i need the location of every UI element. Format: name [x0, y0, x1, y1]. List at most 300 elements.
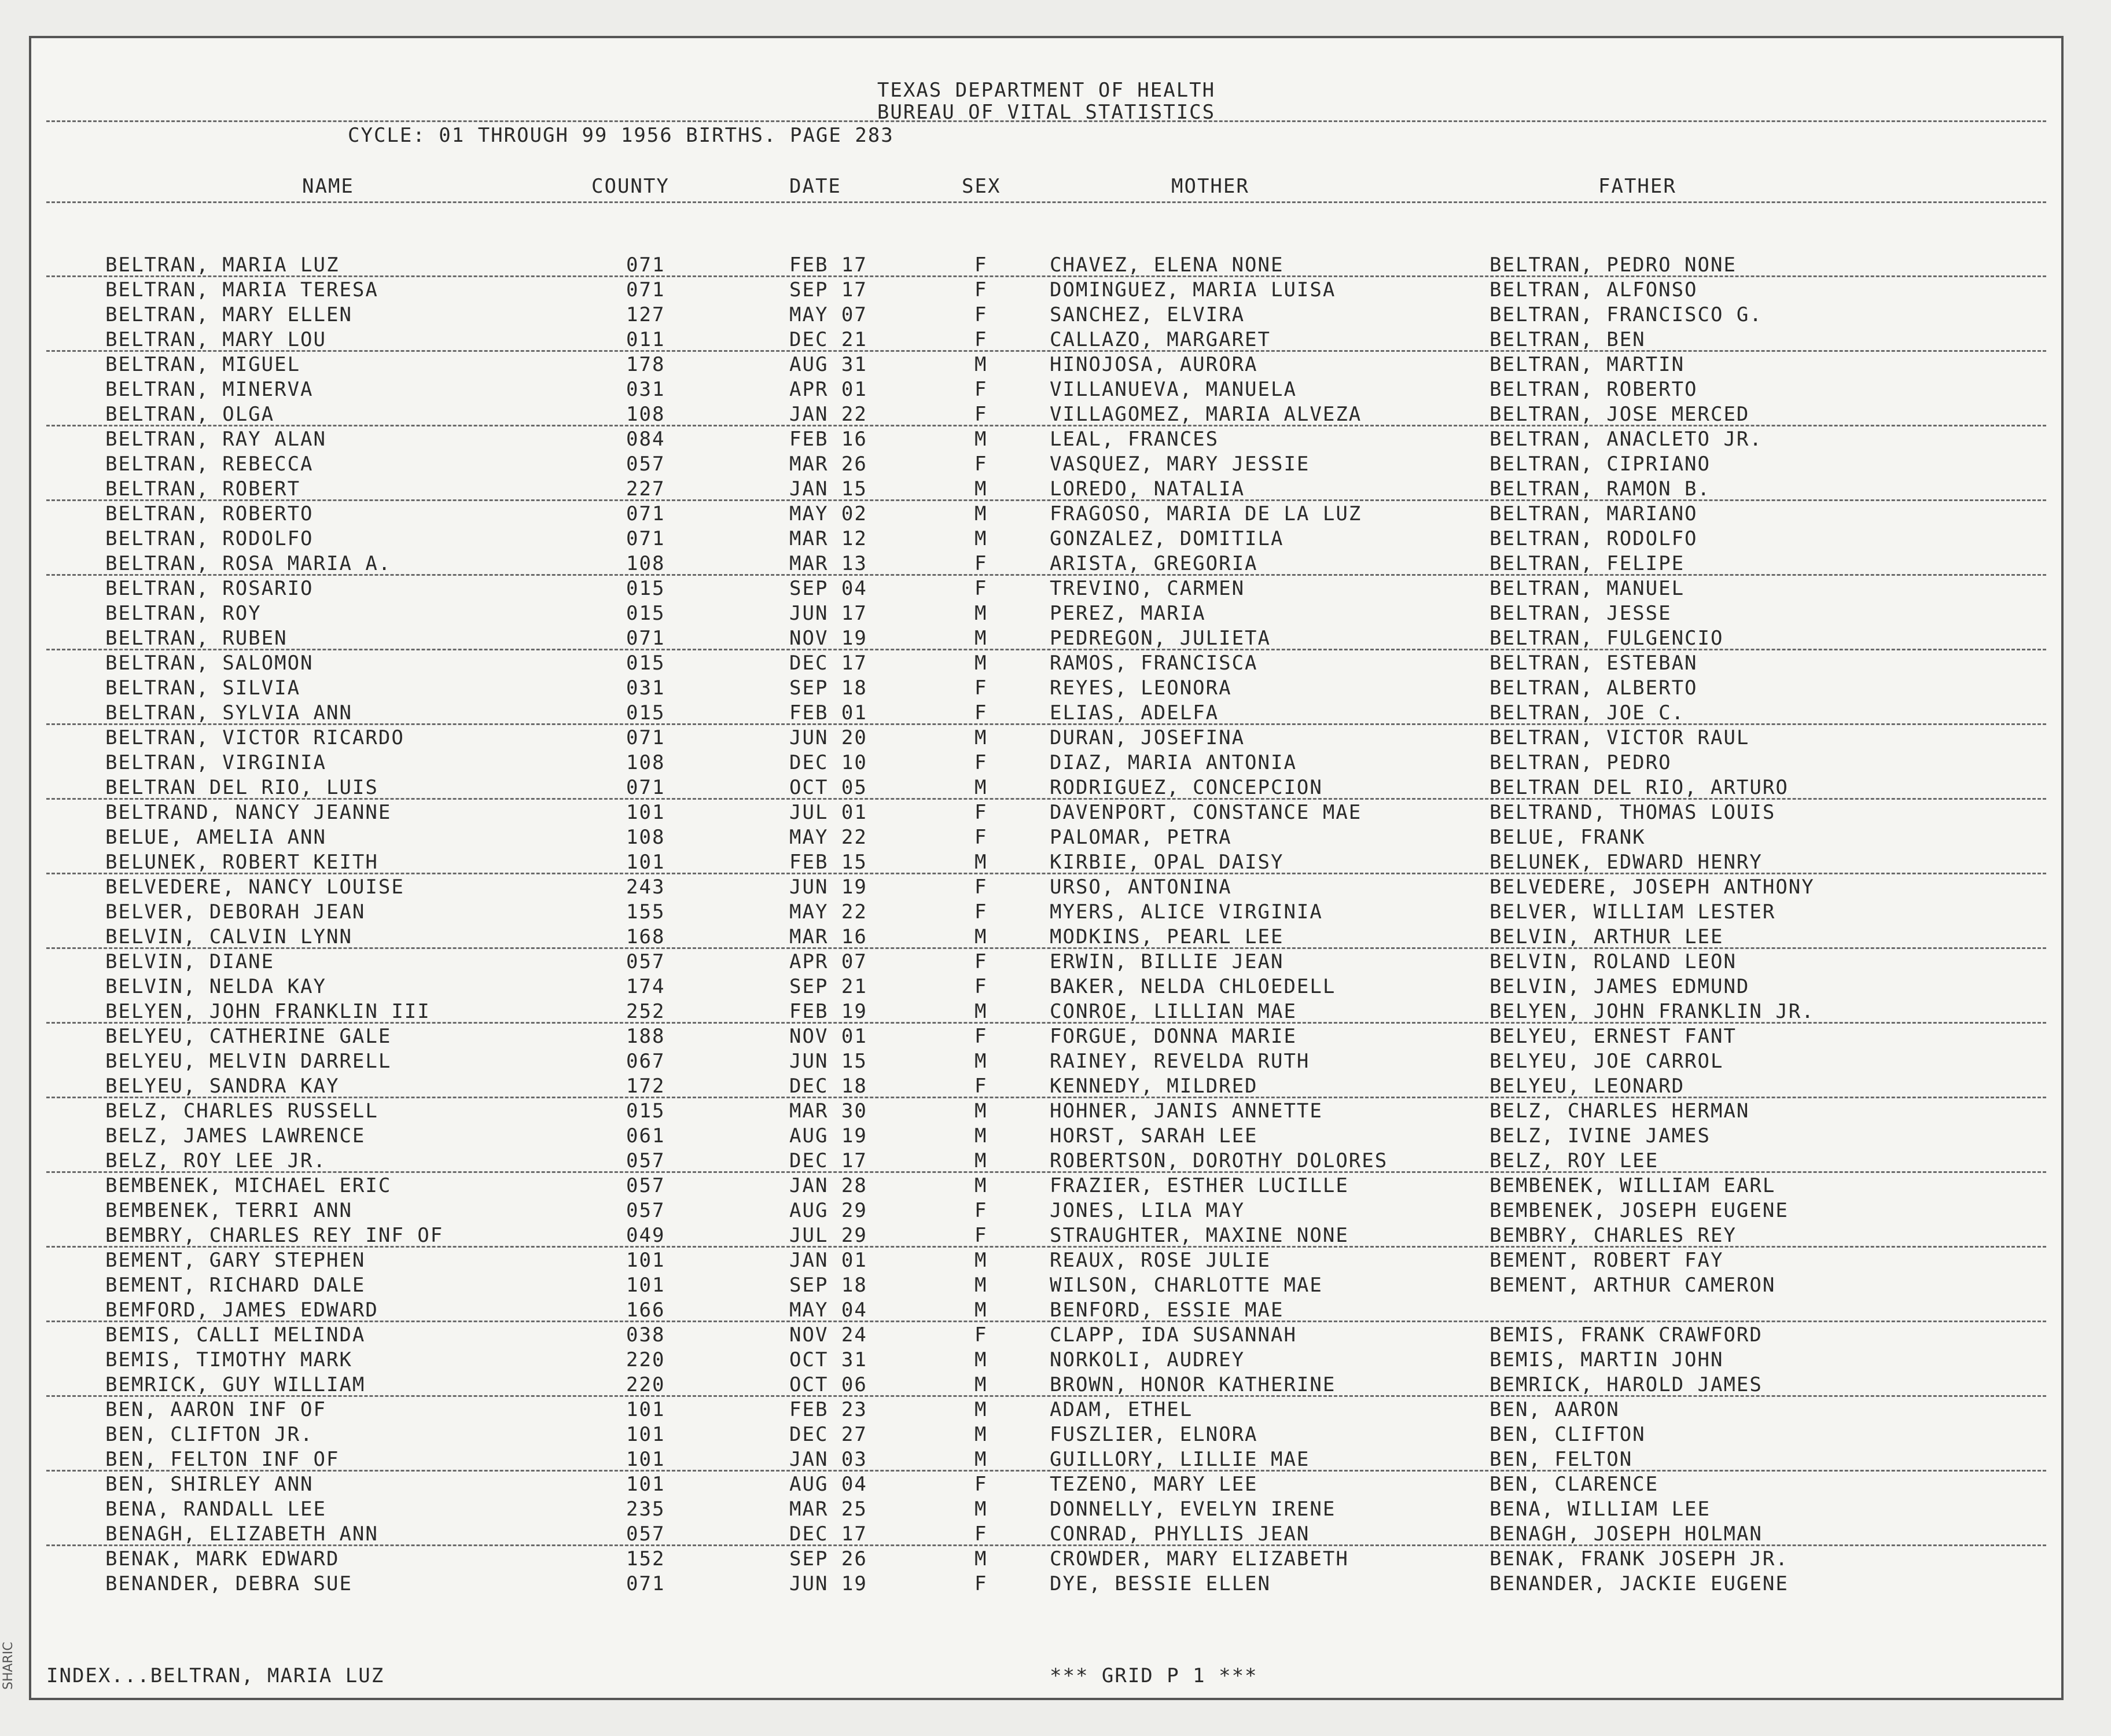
record-county: 168 — [626, 925, 665, 948]
record-mother: FRAZIER, ESTHER LUCILLE — [1050, 1174, 1349, 1197]
record-mother: CONROE, LILLIAN MAE — [1050, 1000, 1297, 1023]
record-father: BELVIN, ARTHUR LEE — [1490, 925, 1724, 948]
record-sex: M — [974, 1099, 988, 1123]
record-mother: FUSZLIER, ELNORA — [1050, 1423, 1258, 1446]
record-mother: LEAL, FRANCES — [1050, 428, 1219, 451]
record-county: 188 — [626, 1025, 665, 1048]
record-county: 101 — [626, 1423, 665, 1446]
row-group-rule — [46, 574, 2046, 576]
record-date: DEC 17 — [789, 1149, 867, 1172]
record-father: BELTRAN, FRANCISCO G. — [1490, 303, 1763, 326]
record-name: BELTRAN, VIRGINIA — [105, 751, 326, 774]
record-date: DEC 17 — [789, 652, 867, 675]
record-sex: F — [974, 1323, 988, 1347]
record-name: BELTRAN, MARIA TERESA — [105, 278, 378, 301]
record-father: BELYEU, JOE CARROL — [1490, 1050, 1724, 1073]
record-father: BELZ, IVINE JAMES — [1490, 1124, 1711, 1147]
record-date: FEB 01 — [789, 701, 867, 724]
record-name: BELTRAN DEL RIO, LUIS — [105, 776, 378, 799]
record-father: BELVIN, JAMES EDMUND — [1490, 975, 1750, 998]
record-name: BEMBRY, CHARLES REY INF OF — [105, 1224, 444, 1247]
record-county: 220 — [626, 1348, 665, 1371]
record-mother: BAKER, NELDA CHLOEDELL — [1050, 975, 1336, 998]
record-mother: DAVENPORT, CONSTANCE MAE — [1050, 801, 1362, 824]
record-sex: F — [974, 1075, 988, 1098]
record-father: BENA, WILLIAM LEE — [1490, 1498, 1711, 1521]
record-sex: M — [974, 1423, 988, 1446]
record-name: BELTRAN, REBECCA — [105, 453, 314, 476]
record-county: 227 — [626, 477, 665, 501]
record-mother: PEDREGON, JULIETA — [1050, 627, 1271, 650]
record-mother: TEZENO, MARY LEE — [1050, 1473, 1258, 1496]
record-name: BELTRAN, MARY ELLEN — [105, 303, 352, 326]
record-father: BELYEN, JOHN FRANKLIN JR. — [1490, 1000, 1815, 1023]
record-father: BELTRAN, MARTIN — [1490, 353, 1685, 376]
record-father: BEMIS, FRANK CRAWFORD — [1490, 1323, 1763, 1347]
record-name: BELTRAN, RAY ALAN — [105, 428, 326, 451]
record-date: SEP 21 — [789, 975, 867, 998]
record-date: FEB 23 — [789, 1398, 867, 1421]
record-county: 071 — [626, 527, 665, 550]
record-mother: KIRBIE, OPAL DAISY — [1050, 851, 1284, 874]
record-mother: ROBERTSON, DOROTHY DOLORES — [1050, 1149, 1388, 1172]
record-date: FEB 19 — [789, 1000, 867, 1023]
record-county: 071 — [626, 627, 665, 650]
record-sex: F — [974, 1572, 988, 1595]
record-name: BELTRAN, SILVIA — [105, 676, 301, 700]
record-father: BELYEU, ERNEST FANT — [1490, 1025, 1737, 1048]
row-group-rule — [46, 1395, 2046, 1397]
record-father: BELTRAN, RODOLFO — [1490, 527, 1698, 550]
record-date: OCT 06 — [789, 1373, 867, 1396]
record-name: BELVIN, CALVIN LYNN — [105, 925, 352, 948]
record-county: 071 — [626, 776, 665, 799]
record-father: BEMENT, ARTHUR CAMERON — [1490, 1274, 1776, 1297]
record-name: BELTRAN, OLGA — [105, 403, 275, 426]
record-sex: M — [974, 652, 988, 675]
record-date: MAY 07 — [789, 303, 867, 326]
record-father: BELTRAN DEL RIO, ARTURO — [1490, 776, 1789, 799]
record-date: FEB 16 — [789, 428, 867, 451]
record-father: BELTRAN, JESSE — [1490, 602, 1672, 625]
record-date: AUG 31 — [789, 353, 867, 376]
record-date: JUN 19 — [789, 876, 867, 899]
col-header-county: COUNTY — [591, 175, 670, 198]
record-mother: BENFORD, ESSIE MAE — [1050, 1299, 1284, 1322]
record-name: BELTRAN, ROBERT — [105, 477, 301, 501]
record-date: JAN 28 — [789, 1174, 867, 1197]
record-name: BELTRAN, ROSARIO — [105, 577, 314, 600]
record-date: SEP 18 — [789, 1274, 867, 1297]
record-sex: F — [974, 950, 988, 973]
record-county: 038 — [626, 1323, 665, 1347]
record-sex: F — [974, 826, 988, 849]
record-name: BELTRAN, ROSA MARIA A. — [105, 552, 392, 575]
row-group-rule — [46, 947, 2046, 949]
record-father: BELUNEK, EDWARD HENRY — [1490, 851, 1763, 874]
record-mother: HORST, SARAH LEE — [1050, 1124, 1258, 1147]
record-sex: M — [974, 428, 988, 451]
record-sex: F — [974, 278, 988, 301]
record-name: BENAGH, ELIZABETH ANN — [105, 1522, 378, 1546]
record-father: BEMIS, MARTIN JOHN — [1490, 1348, 1724, 1371]
record-date: JUN 15 — [789, 1050, 867, 1073]
record-mother: MODKINS, PEARL LEE — [1050, 925, 1284, 948]
record-date: SEP 04 — [789, 577, 867, 600]
record-county: 084 — [626, 428, 665, 451]
record-county: 127 — [626, 303, 665, 326]
record-sex: M — [974, 502, 988, 525]
record-county: 108 — [626, 552, 665, 575]
record-name: BELYEU, CATHERINE GALE — [105, 1025, 392, 1048]
record-date: FEB 15 — [789, 851, 867, 874]
record-date: SEP 26 — [789, 1547, 867, 1571]
record-father: BELTRAN, PEDRO — [1490, 751, 1672, 774]
record-mother: TREVINO, CARMEN — [1050, 577, 1245, 600]
record-sex: F — [974, 453, 988, 476]
record-date: SEP 18 — [789, 676, 867, 700]
record-date: OCT 05 — [789, 776, 867, 799]
record-mother: DONNELLY, EVELYN IRENE — [1050, 1498, 1336, 1521]
col-header-mother: MOTHER — [1171, 175, 1249, 198]
record-date: JUN 20 — [789, 726, 867, 749]
record-mother: SANCHEZ, ELVIRA — [1050, 303, 1245, 326]
record-county: 067 — [626, 1050, 665, 1073]
record-county: 057 — [626, 453, 665, 476]
record-county: 049 — [626, 1224, 665, 1247]
record-name: BELTRAN, ROY — [105, 602, 262, 625]
row-group-rule — [46, 1171, 2046, 1173]
record-county: 057 — [626, 1149, 665, 1172]
record-sex: F — [974, 303, 988, 326]
bureau-title: BUREAU OF VITAL STATISTICS — [877, 101, 1216, 124]
record-father: BELZ, ROY LEE — [1490, 1149, 1659, 1172]
record-mother: VASQUEZ, MARY JESSIE — [1050, 453, 1310, 476]
record-mother: REYES, LEONORA — [1050, 676, 1232, 700]
record-father: BEMBENEK, JOSEPH EUGENE — [1490, 1199, 1789, 1222]
record-mother: VILLANUEVA, MANUELA — [1050, 378, 1297, 401]
col-header-father: FATHER — [1598, 175, 1676, 198]
record-sex: F — [974, 1025, 988, 1048]
record-date: JAN 22 — [789, 403, 867, 426]
record-father: BENAK, FRANK JOSEPH JR. — [1490, 1547, 1789, 1571]
record-sex: M — [974, 1274, 988, 1297]
record-mother: MYERS, ALICE VIRGINIA — [1050, 900, 1323, 924]
record-name: BEN, SHIRLEY ANN — [105, 1473, 314, 1496]
record-father: BELTRAND, THOMAS LOUIS — [1490, 801, 1776, 824]
record-name: BELTRAN, RUBEN — [105, 627, 288, 650]
record-father: BEMBENEK, WILLIAM EARL — [1490, 1174, 1776, 1197]
record-sex: M — [974, 925, 988, 948]
record-father: BELVIN, ROLAND LEON — [1490, 950, 1737, 973]
record-sex: M — [974, 1398, 988, 1421]
record-sex: M — [974, 1000, 988, 1023]
record-sex: F — [974, 328, 988, 351]
record-county: 101 — [626, 851, 665, 874]
record-father: BEN, CLARENCE — [1490, 1473, 1659, 1496]
col-header-date: DATE — [789, 175, 841, 198]
record-date: MAR 12 — [789, 527, 867, 550]
record-sex: M — [974, 353, 988, 376]
record-father: BELTRAN, PEDRO NONE — [1490, 253, 1737, 277]
record-father: BELTRAN, JOE C. — [1490, 701, 1685, 724]
record-mother: PALOMAR, PETRA — [1050, 826, 1232, 849]
record-county: 031 — [626, 378, 665, 401]
record-name: BELTRAN, MINERVA — [105, 378, 314, 401]
row-group-rule — [46, 649, 2046, 650]
record-date: OCT 31 — [789, 1348, 867, 1371]
record-father: BEMRICK, HAROLD JAMES — [1490, 1373, 1763, 1396]
record-sex: F — [974, 403, 988, 426]
record-county: 252 — [626, 1000, 665, 1023]
record-mother: DYE, BESSIE ELLEN — [1050, 1572, 1271, 1595]
record-date: MAR 13 — [789, 552, 867, 575]
row-group-rule — [46, 873, 2046, 874]
record-father: BELVEDERE, JOSEPH ANTHONY — [1490, 876, 1815, 899]
record-name: BELTRAND, NANCY JEANNE — [105, 801, 392, 824]
record-father: BELTRAN, ANACLETO JR. — [1490, 428, 1763, 451]
record-county: 108 — [626, 403, 665, 426]
record-father: BELTRAN, FULGENCIO — [1490, 627, 1724, 650]
record-sex: M — [974, 1348, 988, 1371]
record-sex: F — [974, 577, 988, 600]
record-name: BENAK, MARK EDWARD — [105, 1547, 340, 1571]
record-mother: RODRIGUEZ, CONCEPCION — [1050, 776, 1323, 799]
record-county: 071 — [626, 726, 665, 749]
record-date: APR 07 — [789, 950, 867, 973]
record-name: BELYEU, MELVIN DARRELL — [105, 1050, 392, 1073]
record-name: BEMFORD, JAMES EDWARD — [105, 1299, 378, 1322]
record-date: NOV 01 — [789, 1025, 867, 1048]
record-name: BEMRICK, GUY WILLIAM — [105, 1373, 366, 1396]
record-name: BELTRAN, MIGUEL — [105, 353, 301, 376]
record-date: DEC 17 — [789, 1522, 867, 1546]
record-name: BEN, CLIFTON JR. — [105, 1423, 314, 1446]
record-mother: JONES, LILA MAY — [1050, 1199, 1245, 1222]
record-name: BELVIN, NELDA KAY — [105, 975, 326, 998]
record-county: 071 — [626, 502, 665, 525]
column-header-rule — [46, 201, 2046, 203]
record-county: 101 — [626, 1249, 665, 1272]
col-header-name: NAME — [302, 175, 354, 198]
record-sex: M — [974, 627, 988, 650]
record-name: BEMBENEK, TERRI ANN — [105, 1199, 352, 1222]
record-county: 172 — [626, 1075, 665, 1098]
record-mother: CROWDER, MARY ELIZABETH — [1050, 1547, 1349, 1571]
record-sex: M — [974, 602, 988, 625]
record-sex: F — [974, 1199, 988, 1222]
record-mother: GUILLORY, LILLIE MAE — [1050, 1448, 1310, 1471]
record-county: 071 — [626, 278, 665, 301]
record-father: BENAGH, JOSEPH HOLMAN — [1490, 1522, 1763, 1546]
record-father: BEN, CLIFTON — [1490, 1423, 1646, 1446]
record-date: MAY 04 — [789, 1299, 867, 1322]
record-county: 152 — [626, 1547, 665, 1571]
row-group-rule — [46, 1246, 2046, 1248]
record-name: BEMENT, GARY STEPHEN — [105, 1249, 366, 1272]
record-mother: DURAN, JOSEFINA — [1050, 726, 1245, 749]
record-mother: VILLAGOMEZ, MARIA ALVEZA — [1050, 403, 1362, 426]
record-sex: M — [974, 1448, 988, 1471]
record-county: 220 — [626, 1373, 665, 1396]
record-county: 071 — [626, 1572, 665, 1595]
record-date: AUG 04 — [789, 1473, 867, 1496]
record-date: DEC 10 — [789, 751, 867, 774]
side-mark: SHARIC — [1, 1642, 16, 1690]
record-mother: ELIAS, ADELFA — [1050, 701, 1219, 724]
record-name: BEMENT, RICHARD DALE — [105, 1274, 366, 1297]
record-mother: REAUX, ROSE JULIE — [1050, 1249, 1271, 1272]
record-county: 057 — [626, 1174, 665, 1197]
record-date: AUG 29 — [789, 1199, 867, 1222]
row-group-rule — [46, 723, 2046, 725]
record-mother: WILSON, CHARLOTTE MAE — [1050, 1274, 1323, 1297]
record-mother: RAMOS, FRANCISCA — [1050, 652, 1258, 675]
record-sex: M — [974, 776, 988, 799]
record-name: BEN, FELTON INF OF — [105, 1448, 340, 1471]
row-group-rule — [46, 275, 2046, 277]
record-name: BENA, RANDALL LEE — [105, 1498, 326, 1521]
agency-title: TEXAS DEPARTMENT OF HEALTH — [877, 79, 1216, 102]
record-father: BELVER, WILLIAM LESTER — [1490, 900, 1776, 924]
record-county: 031 — [626, 676, 665, 700]
record-name: BELVER, DEBORAH JEAN — [105, 900, 366, 924]
record-date: DEC 27 — [789, 1423, 867, 1446]
record-date: NOV 19 — [789, 627, 867, 650]
record-father: BEMENT, ROBERT FAY — [1490, 1249, 1724, 1272]
record-father: BELTRAN, ROBERTO — [1490, 378, 1698, 401]
record-county: 015 — [626, 602, 665, 625]
record-name: BELTRAN, RODOLFO — [105, 527, 314, 550]
record-sex: F — [974, 378, 988, 401]
record-mother: HOHNER, JANIS ANNETTE — [1050, 1099, 1323, 1123]
record-father: BELTRAN, ESTEBAN — [1490, 652, 1698, 675]
record-mother: FRAGOSO, MARIA DE LA LUZ — [1050, 502, 1362, 525]
record-name: BEN, AARON INF OF — [105, 1398, 326, 1421]
record-date: MAY 22 — [789, 900, 867, 924]
record-date: APR 01 — [789, 378, 867, 401]
record-mother: ERWIN, BILLIE JEAN — [1050, 950, 1284, 973]
record-date: FEB 17 — [789, 253, 867, 277]
record-father: BENANDER, JACKIE EUGENE — [1490, 1572, 1789, 1595]
record-date: NOV 24 — [789, 1323, 867, 1347]
record-date: AUG 19 — [789, 1124, 867, 1147]
record-date: JUL 29 — [789, 1224, 867, 1247]
record-date: MAR 30 — [789, 1099, 867, 1123]
record-mother: FORGUE, DONNA MARIE — [1050, 1025, 1297, 1048]
record-father: BELUE, FRANK — [1490, 826, 1646, 849]
record-mother: HINOJOSA, AURORA — [1050, 353, 1258, 376]
record-sex: F — [974, 900, 988, 924]
record-sex: M — [974, 1498, 988, 1521]
record-name: BELZ, CHARLES RUSSELL — [105, 1099, 378, 1123]
record-mother: RAINEY, REVELDA RUTH — [1050, 1050, 1310, 1073]
record-date: JUN 17 — [789, 602, 867, 625]
record-sex: M — [974, 851, 988, 874]
record-date: MAY 22 — [789, 826, 867, 849]
record-mother: DIAZ, MARIA ANTONIA — [1050, 751, 1297, 774]
record-sex: F — [974, 701, 988, 724]
record-county: 015 — [626, 701, 665, 724]
record-county: 015 — [626, 577, 665, 600]
record-sex: F — [974, 676, 988, 700]
record-county: 101 — [626, 1473, 665, 1496]
record-mother: CONRAD, PHYLLIS JEAN — [1050, 1522, 1310, 1546]
record-county: 108 — [626, 826, 665, 849]
record-county: 155 — [626, 900, 665, 924]
record-sex: M — [974, 1299, 988, 1322]
record-father: BELTRAN, CIPRIANO — [1490, 453, 1711, 476]
document-page — [29, 36, 2064, 1700]
record-mother: LOREDO, NATALIA — [1050, 477, 1245, 501]
record-name: BELZ, ROY LEE JR. — [105, 1149, 326, 1172]
record-name: BELYEN, JOHN FRANKLIN III — [105, 1000, 431, 1023]
record-county: 057 — [626, 1199, 665, 1222]
record-sex: F — [974, 1522, 988, 1546]
record-name: BELTRAN, SALOMON — [105, 652, 314, 675]
record-father: BELTRAN, MARIANO — [1490, 502, 1698, 525]
record-mother: URSO, ANTONINA — [1050, 876, 1232, 899]
record-date: JAN 01 — [789, 1249, 867, 1272]
record-name: BEMBENEK, MICHAEL ERIC — [105, 1174, 392, 1197]
row-group-rule — [46, 798, 2046, 800]
record-mother: CHAVEZ, ELENA NONE — [1050, 253, 1284, 277]
record-county: 057 — [626, 1522, 665, 1546]
record-name: BELTRAN, MARY LOU — [105, 328, 326, 351]
record-name: BELYEU, SANDRA KAY — [105, 1075, 340, 1098]
record-name: BELUNEK, ROBERT KEITH — [105, 851, 378, 874]
record-date: SEP 17 — [789, 278, 867, 301]
record-date: JAN 15 — [789, 477, 867, 501]
record-sex: F — [974, 751, 988, 774]
record-county: 015 — [626, 1099, 665, 1123]
record-mother: GONZALEZ, DOMITILA — [1050, 527, 1284, 550]
record-father: BELTRAN, BEN — [1490, 328, 1646, 351]
record-sex: M — [974, 477, 988, 501]
index-footer: INDEX...BELTRAN, MARIA LUZ — [46, 1664, 385, 1687]
record-county: 101 — [626, 1398, 665, 1421]
record-county: 015 — [626, 652, 665, 675]
record-father: BEMBRY, CHARLES REY — [1490, 1224, 1737, 1247]
record-sex: M — [974, 1547, 988, 1571]
record-county: 057 — [626, 950, 665, 973]
record-father: BELTRAN, RAMON B. — [1490, 477, 1711, 501]
record-mother: NORKOLI, AUDREY — [1050, 1348, 1245, 1371]
grid-footer: *** GRID P 1 *** — [1050, 1664, 1258, 1687]
record-county: 235 — [626, 1498, 665, 1521]
record-date: JUN 19 — [789, 1572, 867, 1595]
record-sex: F — [974, 1224, 988, 1247]
record-county: 061 — [626, 1124, 665, 1147]
record-sex: F — [974, 801, 988, 824]
record-father: BELTRAN, ALFONSO — [1490, 278, 1698, 301]
record-county: 243 — [626, 876, 665, 899]
record-name: BEMIS, TIMOTHY MARK — [105, 1348, 352, 1371]
record-county: 174 — [626, 975, 665, 998]
record-mother: PEREZ, MARIA — [1050, 602, 1206, 625]
record-date: MAR 26 — [789, 453, 867, 476]
record-date: DEC 21 — [789, 328, 867, 351]
record-father: BELZ, CHARLES HERMAN — [1490, 1099, 1750, 1123]
record-mother: CLAPP, IDA SUSANNAH — [1050, 1323, 1297, 1347]
row-group-rule — [46, 425, 2046, 426]
row-group-rule — [46, 499, 2046, 501]
record-mother: STRAUGHTER, MAXINE NONE — [1050, 1224, 1349, 1247]
row-group-rule — [46, 1470, 2046, 1472]
record-name: BENANDER, DEBRA SUE — [105, 1572, 352, 1595]
record-name: BELTRAN, VICTOR RICARDO — [105, 726, 404, 749]
row-group-rule — [46, 1097, 2046, 1098]
